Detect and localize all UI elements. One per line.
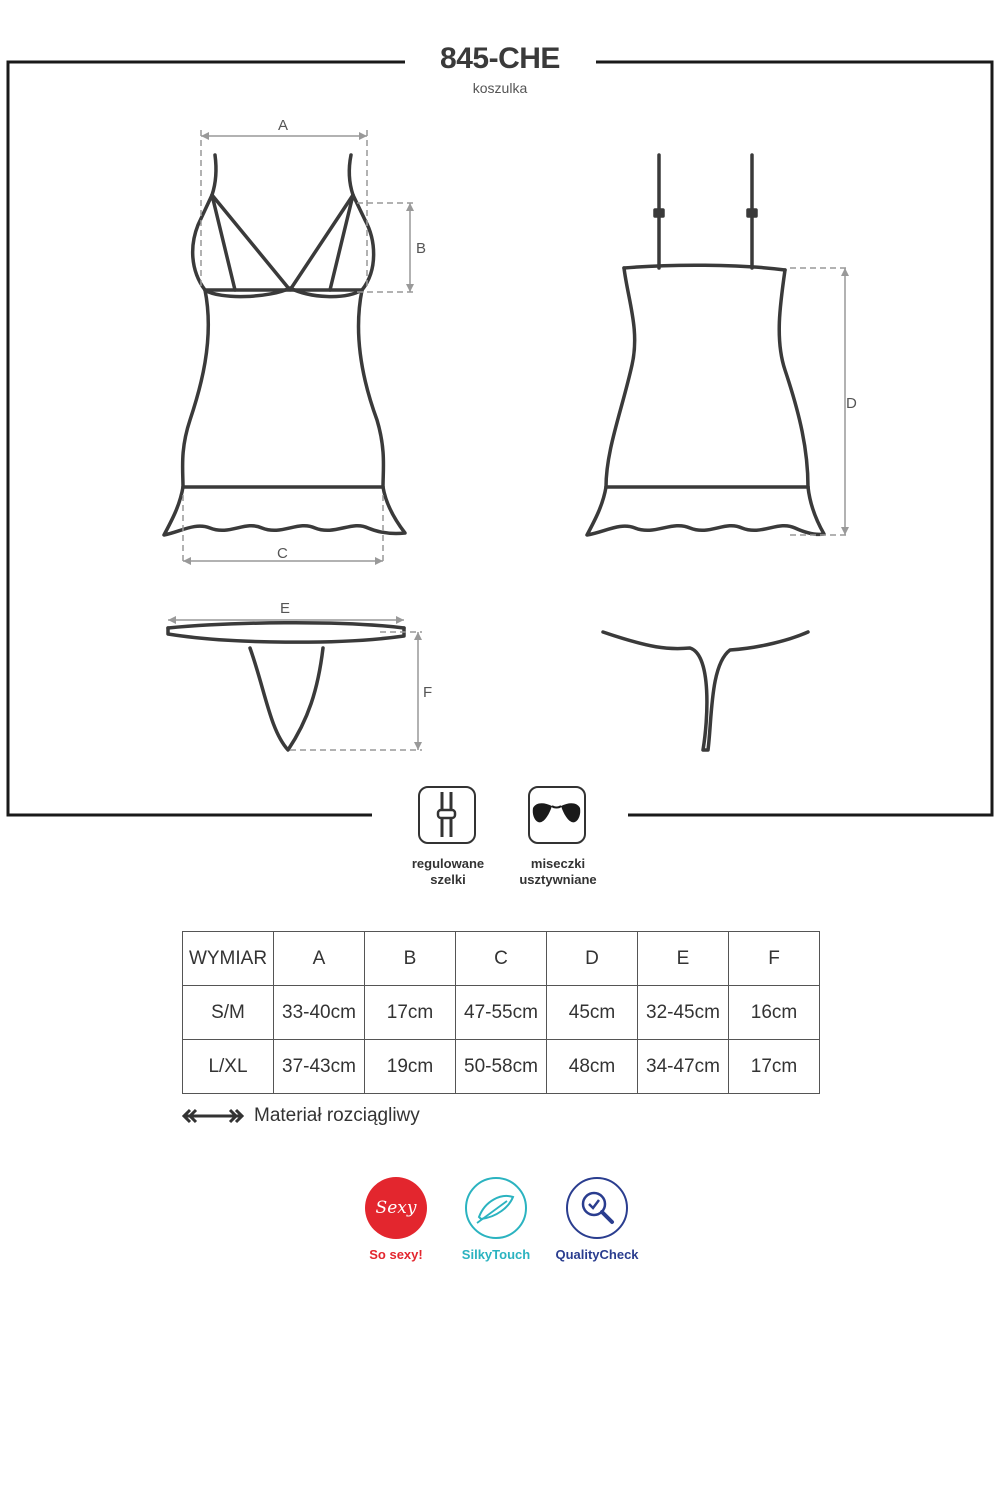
table-cell: 45cm <box>547 986 638 1040</box>
table-header-cell: A <box>274 932 365 986</box>
padded-cups-icon <box>528 786 586 844</box>
product-code: 845-CHE <box>440 42 560 75</box>
feature-label-cups: miseczki usztywniane <box>519 856 597 887</box>
feature-label-straps: regulowane szelki <box>411 856 485 887</box>
feather-icon <box>465 1177 527 1239</box>
chemise-front-drawing <box>164 155 405 535</box>
table-cell: 34-47cm <box>638 1040 729 1094</box>
product-subtitle: koszulka <box>472 80 528 96</box>
table-row <box>183 1040 820 1094</box>
sexy-icon-text: Sexy <box>375 1198 417 1218</box>
badge-label-silky: SilkyTouch <box>461 1247 531 1262</box>
dimension-lines <box>168 130 850 750</box>
table-cell: 32-45cm <box>638 986 729 1040</box>
magnifier-check-icon <box>566 1177 628 1239</box>
stretch-arrow-icon <box>182 1108 244 1124</box>
sexy-icon <box>365 1177 427 1239</box>
table-cell: 16cm <box>729 986 820 1040</box>
table-cell: 37-43cm <box>274 1040 365 1094</box>
badge-label-quality: QualityCheck <box>555 1247 639 1262</box>
table-cell: 48cm <box>547 1040 638 1094</box>
table-row <box>183 986 820 1040</box>
table-header-row <box>183 932 820 986</box>
dim-label-b: B <box>416 240 427 257</box>
size-table <box>182 931 820 1094</box>
table-cell: 17cm <box>365 986 456 1040</box>
thong-back-drawing <box>603 632 808 750</box>
dim-label-a: A <box>278 117 289 134</box>
table-header-cell: E <box>638 932 729 986</box>
dim-label-e: E <box>280 600 291 617</box>
table-cell: 47-55cm <box>456 986 547 1040</box>
table-cell: 33-40cm <box>274 986 365 1040</box>
thong-front-drawing <box>168 623 404 750</box>
table-cell: 50-58cm <box>456 1040 547 1094</box>
table-cell: 17cm <box>729 1040 820 1094</box>
table-header-cell: D <box>547 932 638 986</box>
table-header-cell: C <box>456 932 547 986</box>
table-header-cell: WYMIAR <box>183 932 274 986</box>
adjustable-strap-icon <box>418 786 476 844</box>
dim-label-c: C <box>277 545 288 562</box>
material-note-text: Materiał rozciągliwy <box>254 1105 420 1126</box>
table-header-cell: B <box>365 932 456 986</box>
table-header-cell: F <box>729 932 820 986</box>
dim-label-f: F <box>423 684 433 701</box>
table-cell: S/M <box>183 986 274 1040</box>
chemise-back-drawing <box>587 155 824 535</box>
table-cell: 19cm <box>365 1040 456 1094</box>
material-note <box>182 1105 420 1127</box>
badge-label-sexy: So sexy! <box>369 1247 423 1262</box>
dim-label-d: D <box>846 395 857 412</box>
table-cell: L/XL <box>183 1040 274 1094</box>
